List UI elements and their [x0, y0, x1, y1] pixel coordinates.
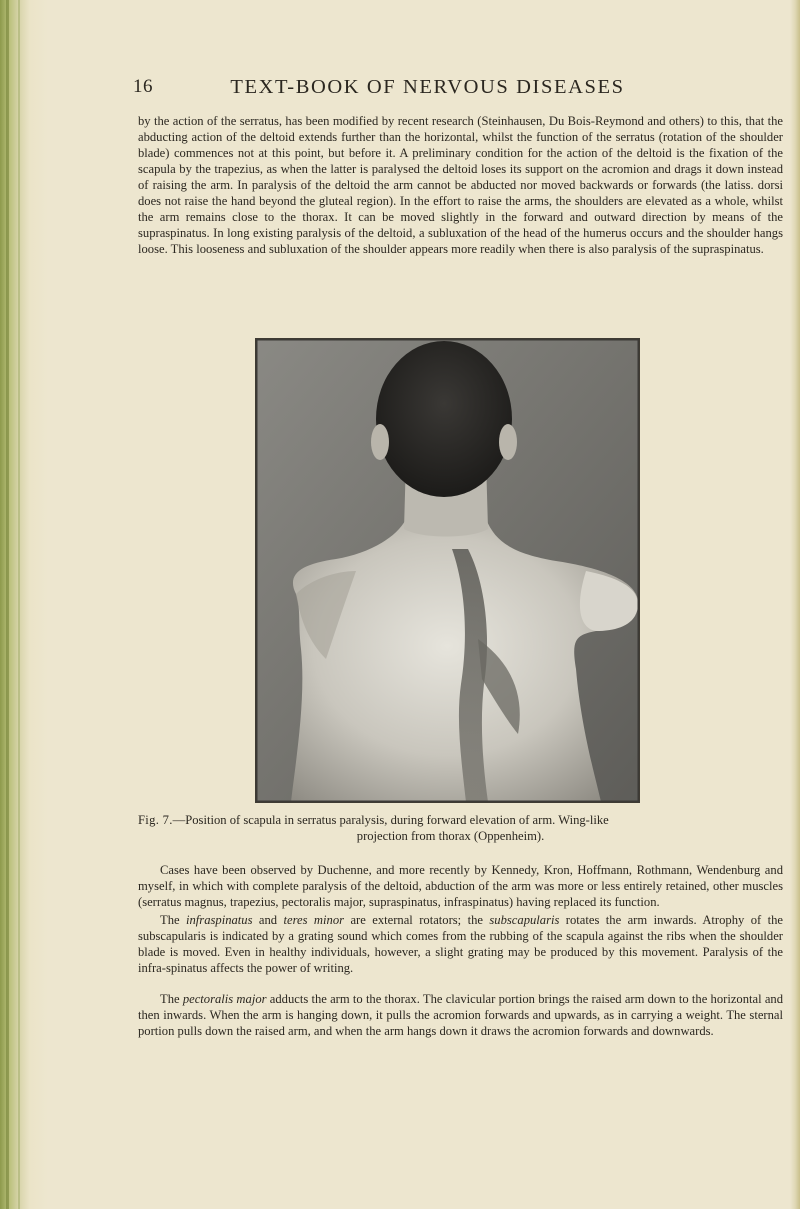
head-hair [376, 341, 512, 497]
caption-line2: projection from thorax (Oppenheim). [356, 828, 545, 843]
paragraph-rotators: The infraspinatus and teres minor are external rotators; the subscapularis rotates the arm inwards. Atrophy of the subscapularis is indicated by a grating sound which comes from the rubbing of the scapula against the ribs when the shoulder blade is moved. Even in healthy individuals, however, a slight grating may be produced by this movement. Paralysis of the infra-spinatus affects the power of writing. [138, 913, 784, 975]
running-head: TEXT-BOOK OF NERVOUS DISEASES [230, 76, 625, 98]
back-photograph-illustration [256, 339, 639, 802]
figure-photograph-scapula [255, 338, 640, 803]
paragraph-serratus-deltoid: by the action of the serratus, has been modified by recent research (Steinhausen, Du Bois-Reymond and others) to this, that the abducting action of the deltoid extends further than the horizontal, whilst the function of the serratus (rotation of the shoulder blade) commences not at this point, but before it. A preliminary condition for the action of the deltoid is the fixation of the scapula by the trapezius, as when the latter is paralysed the deltoid loses its support on the acromion and drags it down instead of raising the arm. In paralysis of the deltoid the arm cannot be abducted nor moved backwards or forwards (the latiss. dorsi does not raise the hand beyond the gluteal region). In the effort to raise the arms, the shoulders are elevated as a whole, whilst the arm remains close to the thorax. It can be moved slightly in the forward and outward direction by means of the supraspinatus. In long existing paralysis of the deltoid, a subluxation of the head of the humerus occurs and the shoulder hangs loose. This looseness and subluxation of the shoulder appears more readily when there is also paralysis of the supraspinatus. [138, 114, 783, 256]
page-header [55, 76, 760, 106]
page-number: 16 [133, 76, 153, 97]
term-teres-minor: teres minor [283, 913, 345, 927]
book-binding-edge [0, 0, 48, 1209]
caption-line1: —Position of scapula in serratus paralysis, during forward elevation of arm. Wing-like [172, 813, 609, 827]
page-right-edge [790, 0, 800, 1209]
term-pectoralis-major: pectoralis major [182, 992, 267, 1006]
paragraph-pectoralis: The pectoralis major adducts the arm to the thorax. The clavicular portion brings the raised arm down to the horizontal and then inwards. When the arm is hanging down, it pulls the acromion forwards and upwards, as in carrying a weight. The sternal portion pulls down the raised arm, and when the arm hangs down it draws the acromion forwards and downwards. [138, 992, 784, 1038]
term-infraspinatus: infraspinatus [186, 913, 253, 927]
figure-caption [138, 813, 783, 844]
term-subscapularis: subscapularis [489, 913, 560, 927]
figure-label: Fig. 7. [138, 813, 173, 827]
paragraph-cases-observed: Cases have been observed by Duchenne, and more recently by Kennedy, Kron, Hoffmann, Rothmann, Wendenburg and myself, in which with complete paralysis of the deltoid, abduction of the arm was more or less entirely retained, other muscles (serratus magnus, trapezius, pectoralis major, supraspinatus, infraspinatus) having replaced its function. [138, 863, 783, 909]
